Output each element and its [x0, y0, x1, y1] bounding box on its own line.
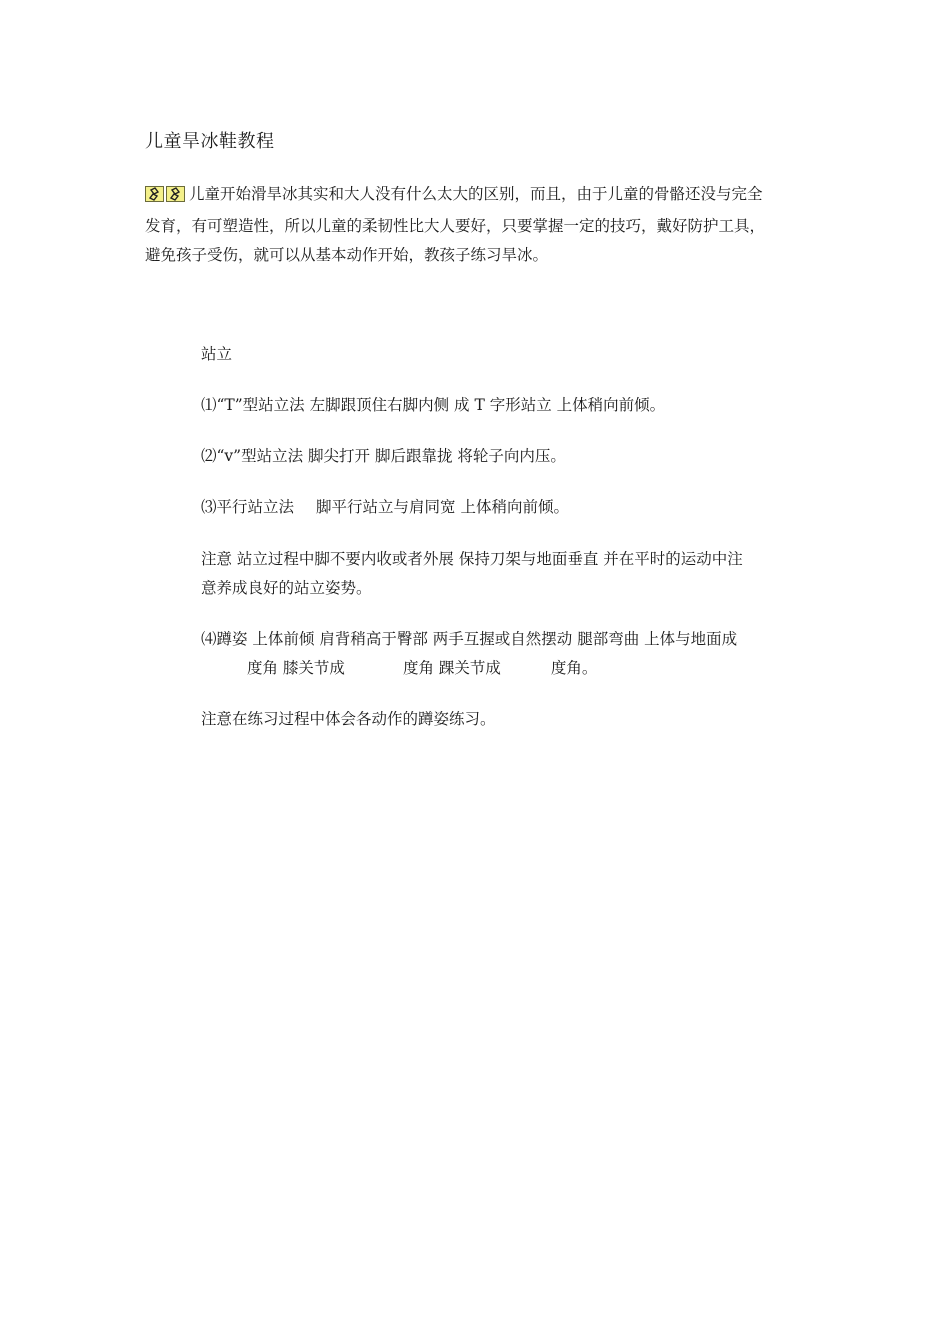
squat-line-1: ⑷蹲姿 上体前倾 肩背稍高于臀部 两手互握或自然摆动 腿部弯曲 上体与地面成 [201, 630, 738, 648]
note-squat [201, 705, 801, 734]
image-placeholder-icon [145, 183, 164, 199]
inline-icons [145, 183, 187, 212]
parallel-stance-text: 脚平行站立与肩同宽 上体稍向前倾。 [316, 498, 569, 516]
note-standing [201, 545, 801, 603]
note-standing-line-1: 注意 站立过程中脚不要内收或者外展 保持刀架与地面垂直 并在平时的运动中注 [201, 550, 743, 568]
item-t-stance [201, 391, 801, 420]
note-standing-line-2: 意养成良好的站立姿势。 [201, 579, 372, 597]
section-heading [201, 340, 801, 369]
squat-line-2 [201, 654, 801, 683]
intro-line-1 [145, 180, 810, 212]
item-t-stance-text: ⑴“T”型站立法 左脚跟顶住右脚内侧 成 T 字形站立 上体稍向前倾。 [201, 396, 666, 414]
intro-line-2: 发育，有可塑造性，所以儿童的柔韧性比大人要好，只要掌握一定的技巧，戴好防护工具， [145, 217, 766, 235]
squat-knee-text: 度角 膝关节成 [247, 659, 345, 677]
intro-paragraph [145, 180, 810, 270]
note-squat-text: 注意在练习过程中体会各动作的蹲姿练习。 [201, 710, 496, 728]
intro-text-1: 儿童开始滑旱冰其实和大人没有什么太大的区别，而且，由于儿童的骨骼还没与完全 [189, 185, 763, 203]
parallel-stance-label: ⑶平行站立法 [201, 498, 295, 516]
item-v-stance [201, 442, 801, 471]
image-placeholder-icon [166, 183, 185, 199]
squat-ankle-text: 度角 踝关节成 [402, 659, 501, 677]
section-heading-text: 站立 [201, 345, 233, 363]
document-title: 儿童旱冰鞋教程 [145, 131, 275, 152]
item-squat [201, 625, 801, 683]
item-parallel-stance [201, 493, 801, 522]
squat-end-text: 度角。 [550, 659, 598, 677]
item-v-stance-text: ⑵“v”型站立法 脚尖打开 脚后跟靠拢 将轮子向内压。 [201, 447, 566, 465]
intro-line-3: 避免孩子受伤，就可以从基本动作开始，教孩子练习旱冰。 [145, 246, 549, 264]
